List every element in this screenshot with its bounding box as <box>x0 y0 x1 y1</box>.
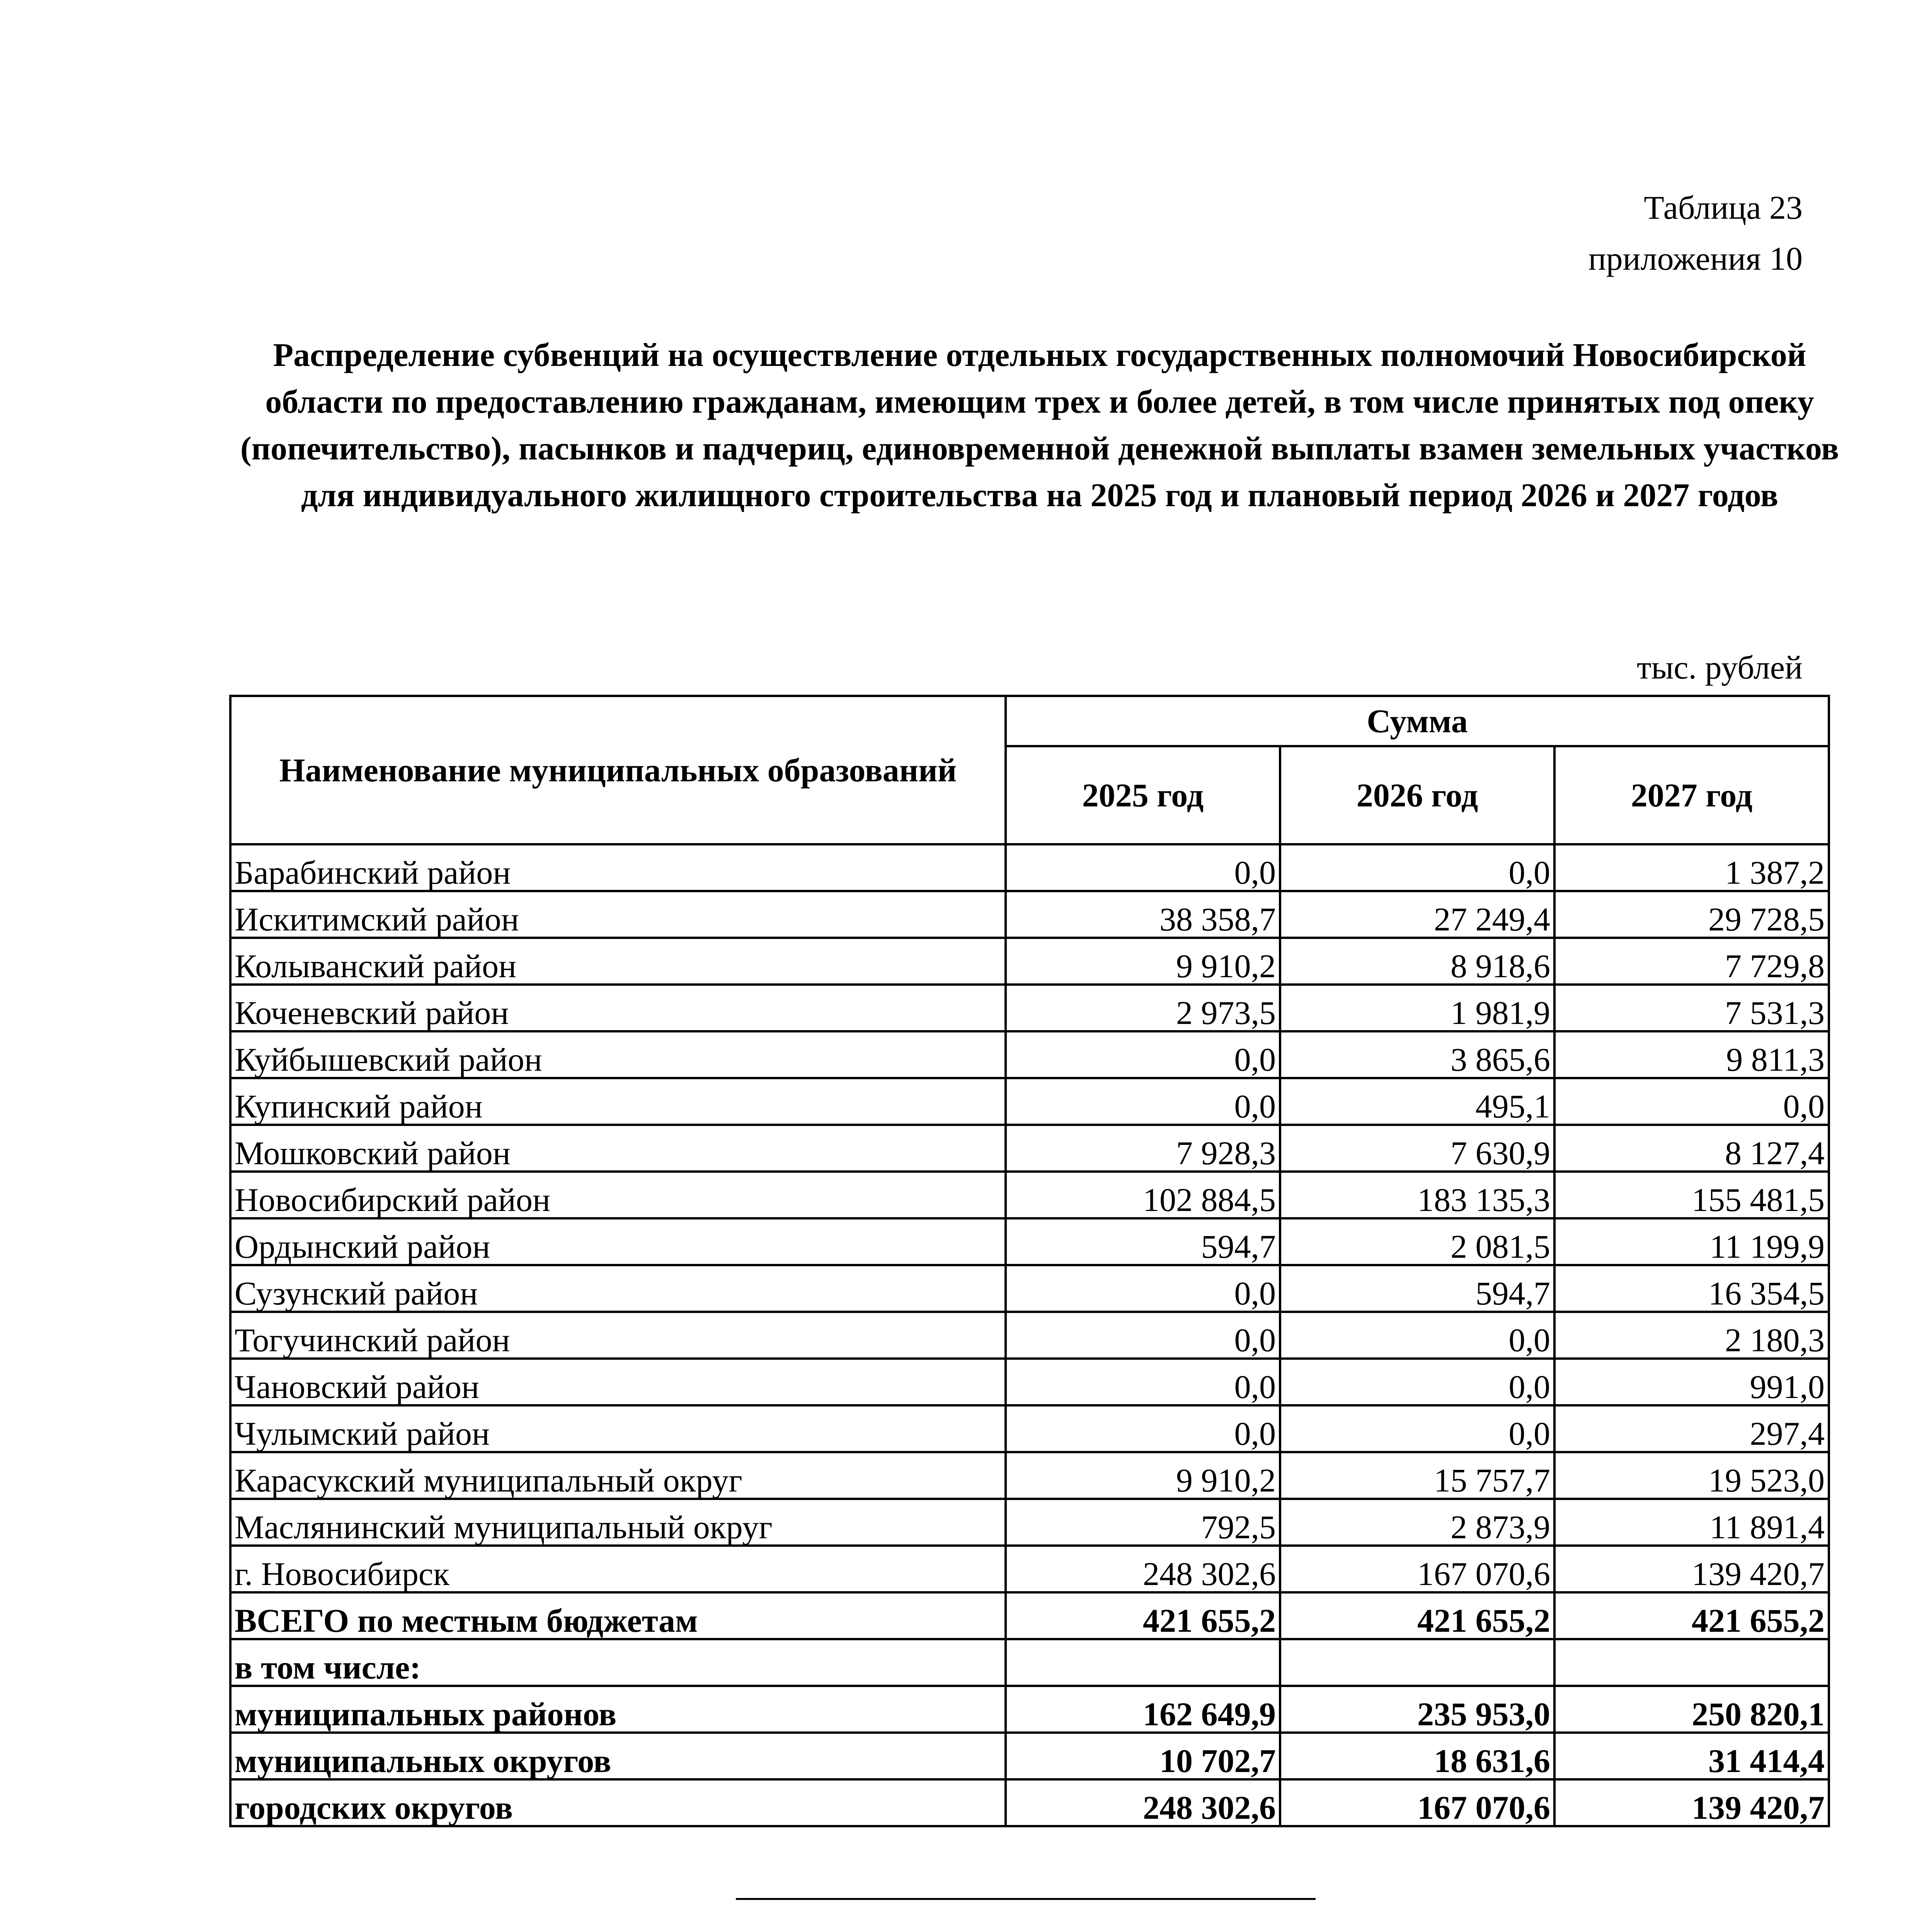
row-name: Купинский район <box>230 1078 1006 1125</box>
subtotal-2026: 235 953,0 <box>1280 1686 1554 1733</box>
table-row <box>230 985 1829 1031</box>
table-row <box>230 844 1829 891</box>
value-2026: 0,0 <box>1280 1312 1554 1359</box>
table-row <box>230 1546 1829 1592</box>
total-2026: 421 655,2 <box>1280 1592 1554 1639</box>
document-title: Распределение субвенций на осуществление отдельных государственных полномочий Новосибирской области по предоставлению гражданам, имеющим трех и более детей, в том числе принятых под опеку (попечительство), пасынков и падчериц, единовременной денежной выплаты взамен земельных участков для индивидуального жилищного строительства на 2025 год и плановый период 2026 и 2027 годов <box>240 336 1839 514</box>
value-2025: 0,0 <box>1006 1078 1280 1125</box>
subtotal-2026: 167 070,6 <box>1280 1779 1554 1826</box>
row-name: Мошковский район <box>230 1125 1006 1172</box>
end-divider <box>736 1898 1316 1900</box>
row-name: Чулымский район <box>230 1405 1006 1452</box>
value-2025: 0,0 <box>1006 844 1280 891</box>
table-row <box>230 938 1829 985</box>
value-2026: 3 865,6 <box>1280 1031 1554 1078</box>
value-2025: 0,0 <box>1006 1312 1280 1359</box>
value-2026: 183 135,3 <box>1280 1172 1554 1218</box>
value-2027: 29 728,5 <box>1554 891 1829 938</box>
header-year-2026: 2026 год <box>1280 746 1554 844</box>
value-2027: 0,0 <box>1554 1078 1829 1125</box>
value-2025: 0,0 <box>1006 1405 1280 1452</box>
header-sum: Сумма <box>1006 696 1829 746</box>
subtotal-2027: 250 820,1 <box>1554 1686 1829 1733</box>
value-2026: 0,0 <box>1280 1405 1554 1452</box>
value-2025: 248 302,6 <box>1006 1546 1280 1592</box>
row-name: Барабинский район <box>230 844 1006 891</box>
value-2025: 594,7 <box>1006 1218 1280 1265</box>
including-2025 <box>1006 1639 1280 1686</box>
table-row <box>230 1452 1829 1499</box>
including-row <box>230 1639 1829 1686</box>
including-2026 <box>1280 1639 1554 1686</box>
value-2026: 8 918,6 <box>1280 938 1554 985</box>
value-2027: 991,0 <box>1554 1359 1829 1405</box>
row-name: Ордынский район <box>230 1218 1006 1265</box>
row-name: Чановский район <box>230 1359 1006 1405</box>
value-2027: 11 891,4 <box>1554 1499 1829 1546</box>
value-2027: 11 199,9 <box>1554 1218 1829 1265</box>
subtotal-row <box>230 1686 1829 1733</box>
appendix-reference: приложения 10 <box>1588 240 1803 277</box>
table-row <box>230 1172 1829 1218</box>
value-2025: 9 910,2 <box>1006 938 1280 985</box>
value-2027: 7 531,3 <box>1554 985 1829 1031</box>
row-name: Тогучинский район <box>230 1312 1006 1359</box>
header-year-2027: 2027 год <box>1554 746 1829 844</box>
subtotal-label: городских округов <box>230 1779 1006 1826</box>
distribution-table <box>229 695 1830 1827</box>
header-municipality-name: Наименование муниципальных образований <box>230 696 1006 844</box>
subtotal-2027: 139 420,7 <box>1554 1779 1829 1826</box>
subtotal-2025: 162 649,9 <box>1006 1686 1280 1733</box>
value-2026: 167 070,6 <box>1280 1546 1554 1592</box>
value-2026: 15 757,7 <box>1280 1452 1554 1499</box>
row-name: Колыванский район <box>230 938 1006 985</box>
value-2025: 2 973,5 <box>1006 985 1280 1031</box>
including-label: в том числе: <box>230 1639 1006 1686</box>
value-2027: 155 481,5 <box>1554 1172 1829 1218</box>
table-row <box>230 1125 1829 1172</box>
value-2027: 2 180,3 <box>1554 1312 1829 1359</box>
total-2027: 421 655,2 <box>1554 1592 1829 1639</box>
value-2026: 0,0 <box>1280 844 1554 891</box>
value-2025: 0,0 <box>1006 1265 1280 1312</box>
table-row <box>230 1078 1829 1125</box>
total-label: ВСЕГО по местным бюджетам <box>230 1592 1006 1639</box>
value-2027: 1 387,2 <box>1554 844 1829 891</box>
value-2025: 792,5 <box>1006 1499 1280 1546</box>
value-2025: 9 910,2 <box>1006 1452 1280 1499</box>
value-2027: 16 354,5 <box>1554 1265 1829 1312</box>
value-2025: 0,0 <box>1006 1031 1280 1078</box>
value-2027: 139 420,7 <box>1554 1546 1829 1592</box>
value-2026: 1 981,9 <box>1280 985 1554 1031</box>
value-2027: 19 523,0 <box>1554 1452 1829 1499</box>
table-row <box>230 891 1829 938</box>
table-row <box>230 1218 1829 1265</box>
row-name: Маслянинский муниципальный округ <box>230 1499 1006 1546</box>
subtotal-2026: 18 631,6 <box>1280 1733 1554 1779</box>
value-2025: 0,0 <box>1006 1359 1280 1405</box>
units-label: тыс. рублей <box>1637 649 1803 686</box>
subtotal-label: муниципальных районов <box>230 1686 1006 1733</box>
value-2026: 7 630,9 <box>1280 1125 1554 1172</box>
value-2025: 102 884,5 <box>1006 1172 1280 1218</box>
table-row <box>230 1359 1829 1405</box>
row-name: Сузунский район <box>230 1265 1006 1312</box>
value-2026: 594,7 <box>1280 1265 1554 1312</box>
value-2026: 495,1 <box>1280 1078 1554 1125</box>
value-2026: 2 081,5 <box>1280 1218 1554 1265</box>
table-number: Таблица 23 <box>1644 189 1803 226</box>
value-2027: 297,4 <box>1554 1405 1829 1452</box>
subtotal-2025: 10 702,7 <box>1006 1733 1280 1779</box>
including-2027 <box>1554 1639 1829 1686</box>
value-2027: 7 729,8 <box>1554 938 1829 985</box>
row-name: Искитимский район <box>230 891 1006 938</box>
header-year-2025: 2025 год <box>1006 746 1280 844</box>
total-2025: 421 655,2 <box>1006 1592 1280 1639</box>
row-name: Новосибирский район <box>230 1172 1006 1218</box>
row-name: Карасукский муниципальный округ <box>230 1452 1006 1499</box>
value-2027: 8 127,4 <box>1554 1125 1829 1172</box>
subtotal-2025: 248 302,6 <box>1006 1779 1280 1826</box>
table-row <box>230 1031 1829 1078</box>
value-2026: 2 873,9 <box>1280 1499 1554 1546</box>
table-row <box>230 1312 1829 1359</box>
value-2025: 38 358,7 <box>1006 891 1280 938</box>
row-name: г. Новосибирск <box>230 1546 1006 1592</box>
subtotal-row <box>230 1733 1829 1779</box>
value-2025: 7 928,3 <box>1006 1125 1280 1172</box>
table-row <box>230 1265 1829 1312</box>
table-row <box>230 1499 1829 1546</box>
value-2027: 9 811,3 <box>1554 1031 1829 1078</box>
value-2026: 27 249,4 <box>1280 891 1554 938</box>
row-name: Коченевский район <box>230 985 1006 1031</box>
row-name: Куйбышевский район <box>230 1031 1006 1078</box>
subtotal-2027: 31 414,4 <box>1554 1733 1829 1779</box>
subtotal-label: муниципальных округов <box>230 1733 1006 1779</box>
table-row <box>230 1405 1829 1452</box>
total-row <box>230 1592 1829 1639</box>
value-2026: 0,0 <box>1280 1359 1554 1405</box>
subtotal-row <box>230 1779 1829 1826</box>
